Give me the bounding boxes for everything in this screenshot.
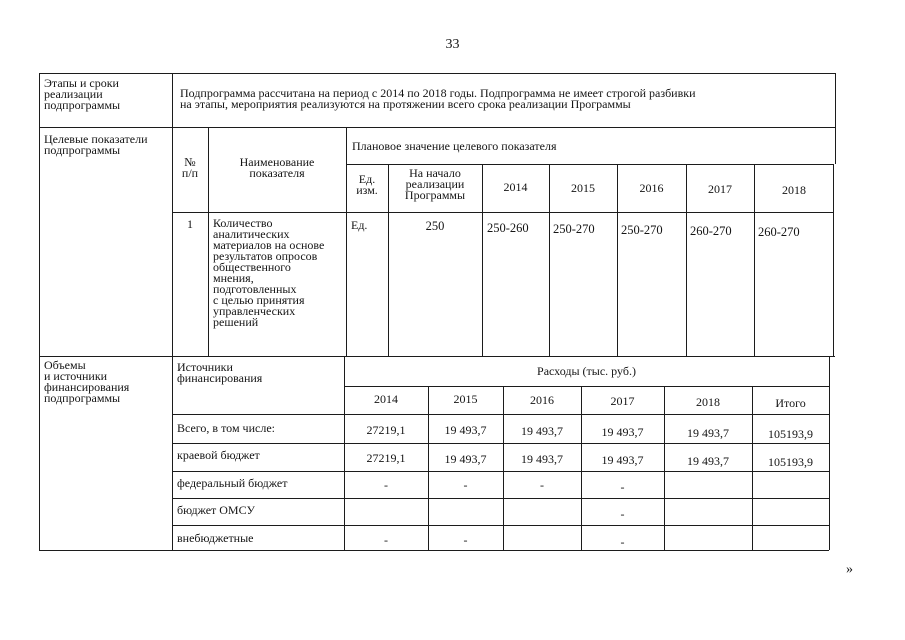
sources-header: Источники финансирования: [177, 360, 263, 385]
line-bottom-left: [39, 550, 172, 551]
line-top: [39, 73, 835, 74]
fin-cell: -: [620, 535, 625, 549]
fin-cell: 105193,9: [768, 455, 813, 469]
row-start: 250: [425, 219, 445, 233]
fin-row-label: краевой бюджет: [177, 448, 260, 462]
col-num-header: № п/п: [181, 155, 199, 180]
vline-f2018: [752, 386, 753, 550]
col-year-2018: 2018: [782, 183, 806, 197]
row-unit: Ед.: [351, 218, 368, 232]
fin-cell: -: [620, 480, 625, 494]
fin-col-2016: 2016: [530, 393, 554, 407]
line-row1: [172, 443, 829, 444]
fin-row-label: внебюджетные: [177, 531, 254, 545]
row-value-2014: 250-260: [487, 221, 529, 235]
closing-quote: »: [846, 562, 853, 577]
row-value-2018: 260-270: [758, 225, 800, 239]
fin-cell: -: [463, 478, 468, 492]
fin-cell: -: [384, 478, 388, 492]
row-value-2015: 250-270: [553, 222, 595, 236]
stages-label: Этапы и сроки реализации подпрограммы: [44, 76, 121, 112]
fin-row-label: бюджет ОМСУ: [177, 503, 255, 517]
fin-col-2018: 2018: [696, 395, 720, 409]
line-label-col: [172, 73, 173, 551]
line-left: [39, 73, 40, 551]
line-exp-under: [344, 386, 829, 387]
vline-f2016: [581, 386, 582, 550]
col-year-2017: 2017: [708, 182, 732, 196]
fin-col-2017: 2017: [610, 394, 635, 408]
col-year-2014: 2014: [503, 180, 528, 194]
line-head-under: [172, 212, 834, 213]
line-right-top: [835, 73, 836, 164]
fin-cell: 105193,9: [768, 427, 813, 441]
row-value-2017: 260-270: [690, 224, 732, 238]
fin-cell: -: [540, 478, 544, 492]
line-plan-under: [346, 164, 834, 165]
finance-label: Объемы и источники финансирования подпрограммы: [44, 358, 130, 405]
fin-col-total: Итого: [775, 396, 806, 410]
line-cols-under: [172, 414, 829, 415]
line-sec1: [39, 127, 835, 128]
col-unit-header: Ед. изм.: [356, 172, 378, 197]
fin-cell: 19 493,7: [687, 426, 729, 440]
line-row3: [172, 498, 829, 499]
col-year-2016: 2016: [639, 181, 664, 195]
col-name-header: Наименование показателя: [239, 155, 315, 180]
col-year-2015: 2015: [571, 181, 595, 195]
fin-cell: 19 493,7: [601, 425, 644, 439]
fin-cell: 19 493,7: [521, 424, 563, 438]
targets-label: Целевые показатели подпрограммы: [44, 132, 148, 157]
fin-col-2015: 2015: [453, 392, 478, 406]
line-sec2: [39, 356, 835, 357]
expenses-header: Расходы (тыс. руб.): [537, 364, 636, 378]
row-name: Количество аналитических материалов на основе результатов опросов общественного мнения, подготовленных с целью принятия управленческих решений: [213, 216, 325, 329]
line-row5: [172, 550, 829, 551]
line-row4: [172, 525, 829, 526]
vline-f2014: [428, 386, 429, 550]
page-number: 33: [445, 37, 460, 52]
fin-cell: -: [463, 533, 468, 547]
fin-cell: -: [620, 507, 625, 521]
fin-cell: 19 493,7: [687, 454, 729, 468]
plan-header: Плановое значение целевого показателя: [352, 139, 557, 153]
fin-col-2014: 2014: [374, 392, 398, 406]
vline-f2015: [503, 386, 504, 550]
fin-row-label: федеральный бюджет: [177, 476, 288, 490]
fin-cell: 27219,1: [366, 423, 406, 437]
fin-cell: 19 493,7: [601, 453, 644, 467]
fin-row-label: Всего, в том числе:: [177, 421, 275, 435]
col-start-header: На начало реализации Программы: [404, 166, 466, 202]
fin-cell: 19 493,7: [444, 423, 487, 437]
stages-text: Подпрограмма рассчитана на период с 2014 по 2018 годы. Подпрограмма не имеет строгой разбивки на этапы, мероприятия реализуются на протяжении всего срока реализации Программы: [180, 86, 696, 111]
fin-cell: 27219,1: [366, 451, 406, 465]
row-value-2016: 250-270: [621, 223, 663, 237]
row-num: 1: [187, 217, 193, 231]
vline-f2017: [664, 386, 665, 550]
fin-cell: 19 493,7: [521, 452, 563, 466]
fin-cell: -: [384, 533, 388, 547]
vline-name: [346, 127, 347, 356]
fin-cell: 19 493,7: [444, 452, 487, 466]
line-right-bottom: [829, 356, 830, 550]
line-row2: [172, 471, 829, 472]
